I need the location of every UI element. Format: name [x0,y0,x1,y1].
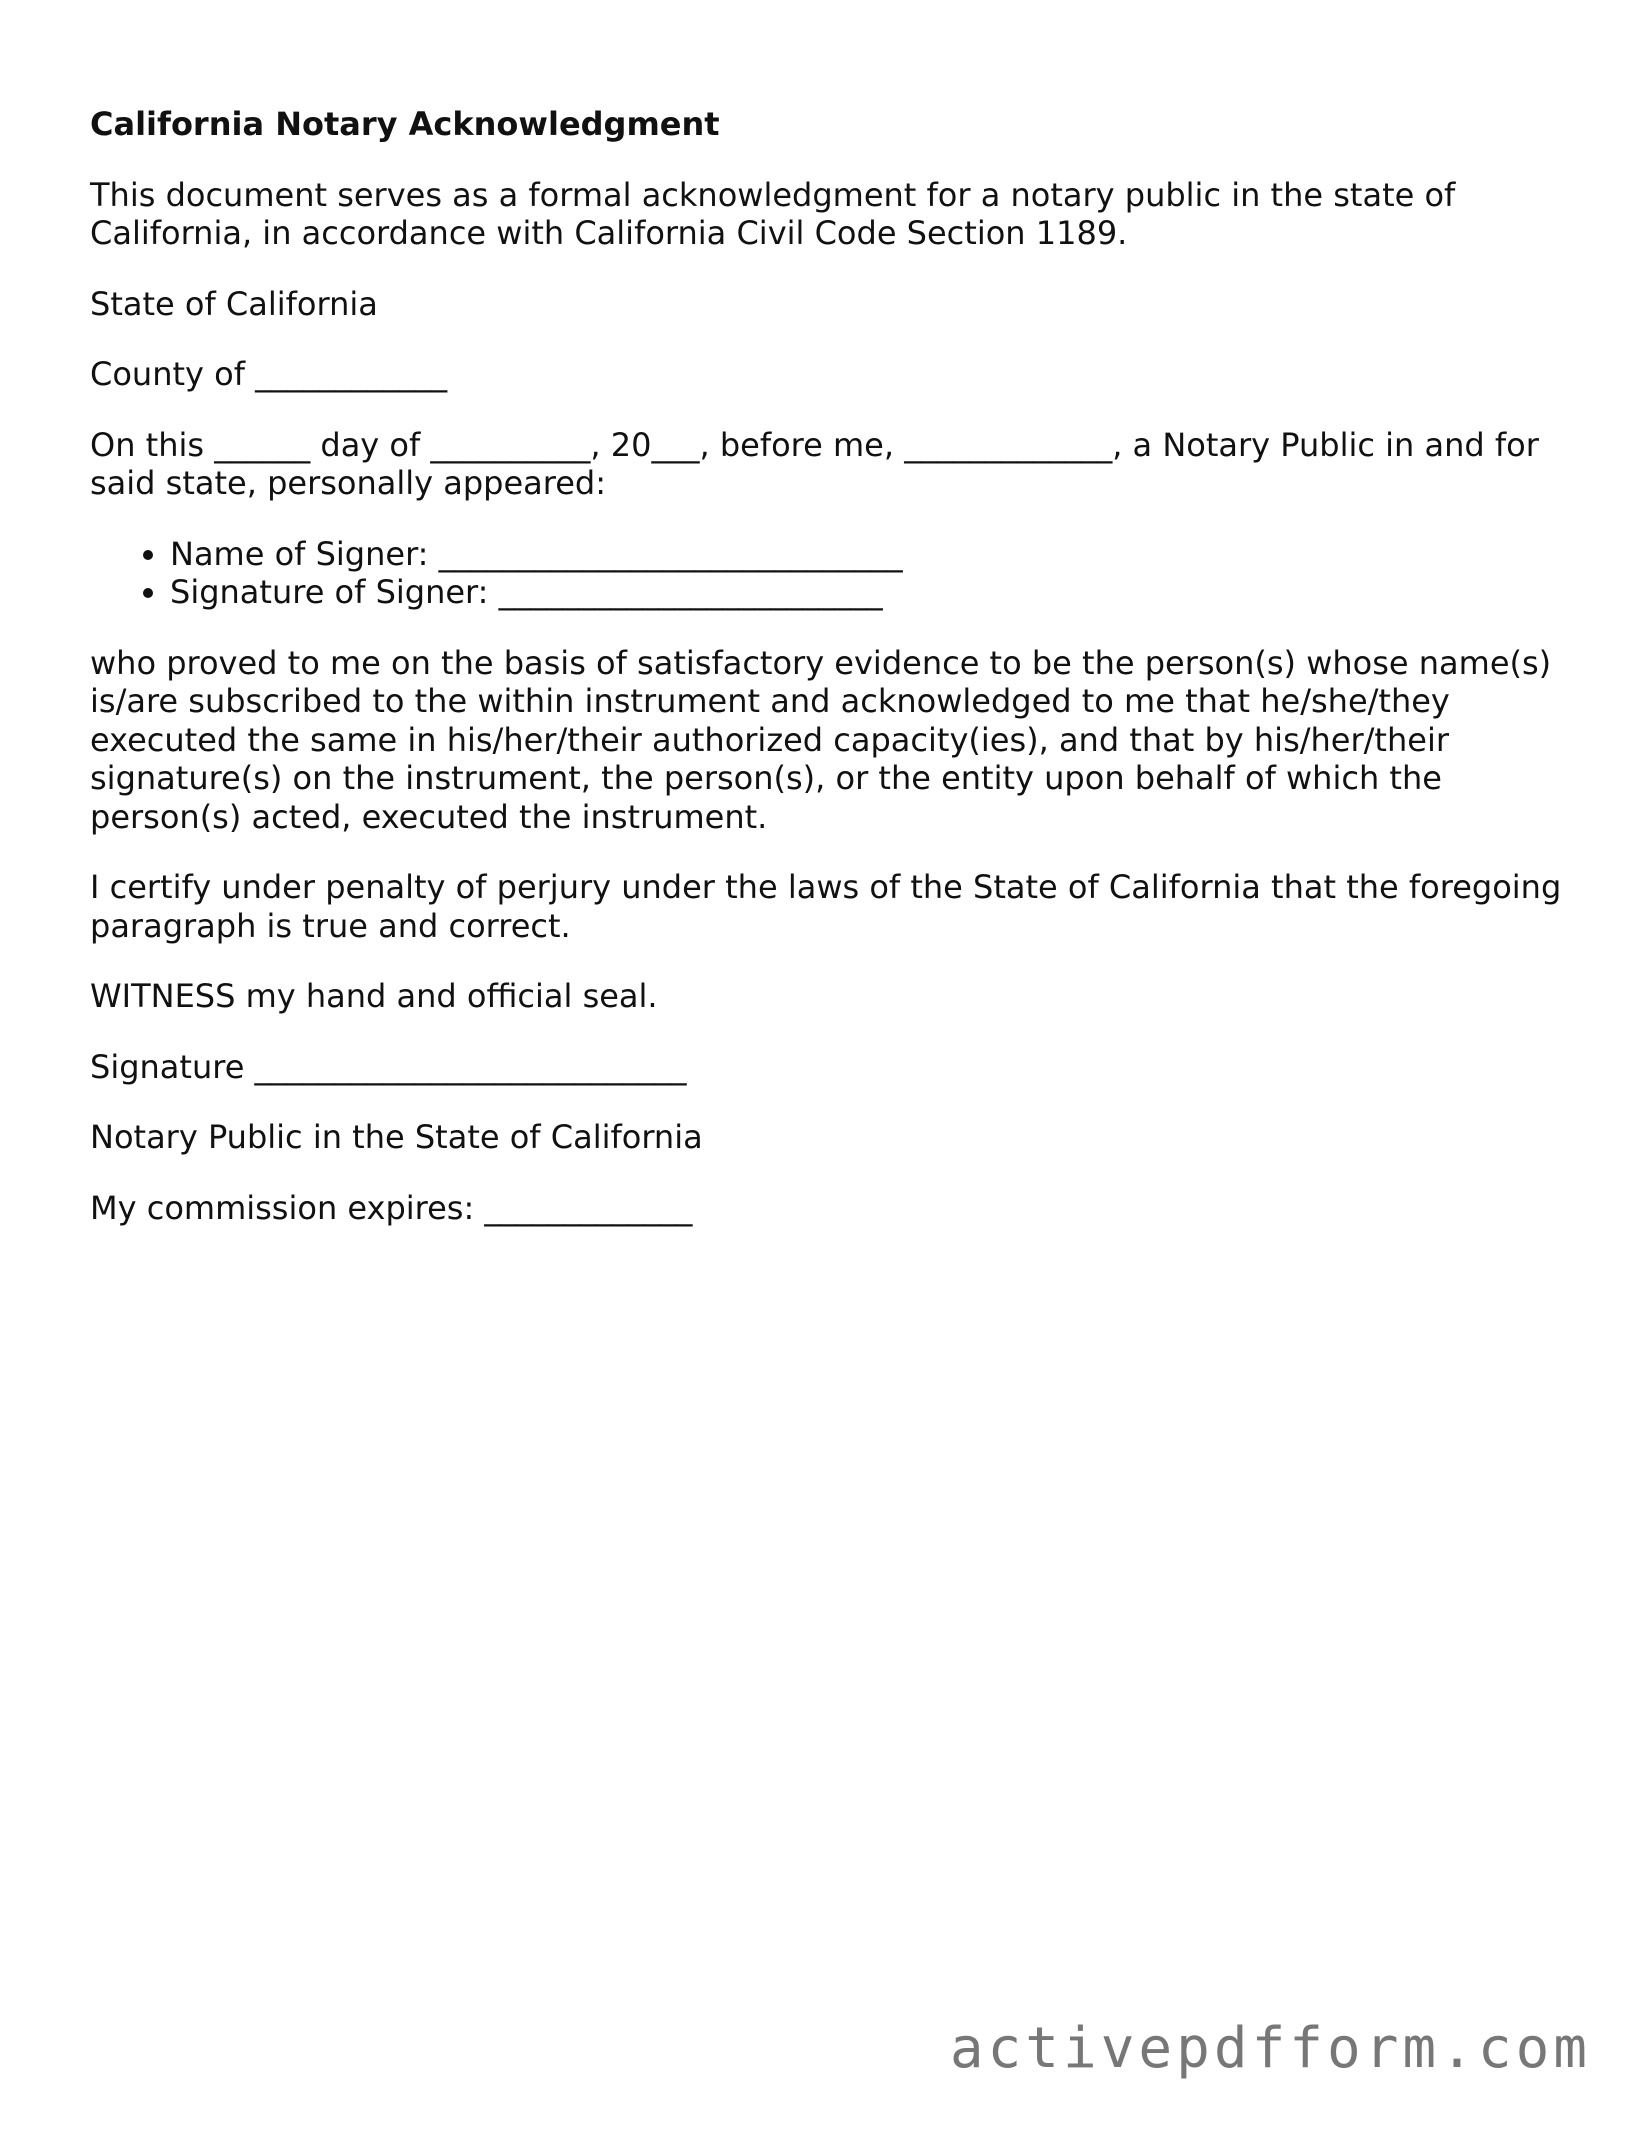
signer-list [90,535,1570,612]
appearance-line: On this ______ day of __________, 20___, before me, _____________, a Notary Public in and for said state, personally appeared: [90,425,1539,502]
proof-paragraph: who proved to me on the basis of satisfactory evidence to be the person(s) whose name(s) is/are subscribed to the within instrument and acknowledged to me that he/she/they executed the same in his/her/their authorized capacity(ies), and that by his/her/their signature(s) on the instrument, the person(s), or the entity upon behalf of which the person(s) acted, executed the instrument. [90,643,1552,836]
certify-paragraph: I certify under penalty of perjury under the laws of the State of California that the foregoing paragraph is true and correct. [90,868,1562,945]
intro-paragraph: This document serves as a formal acknowledgment for a notary public in the state of California, in accordance with California Civil Code Section 1189. [90,175,1456,252]
witness-line: WITNESS my hand and official seal. [90,977,658,1015]
watermark-text: activepdfform.com [949,2016,1591,2081]
county-line: County of ____________ [90,355,448,393]
commission-line: My commission expires: _____________ [90,1188,693,1227]
signer-name-item: • Name of Signer: _____________________________ [170,535,1570,574]
signer-signature-item: • Signature of Signer: ________________________ [170,573,1570,612]
document-title: California Notary Acknowledgment [90,105,720,143]
notary-document [90,105,1570,1259]
notary-line: Notary Public in the State of California [90,1118,703,1156]
state-line: State of California [90,284,378,323]
signature-line: Signature ___________________________ [90,1047,687,1086]
